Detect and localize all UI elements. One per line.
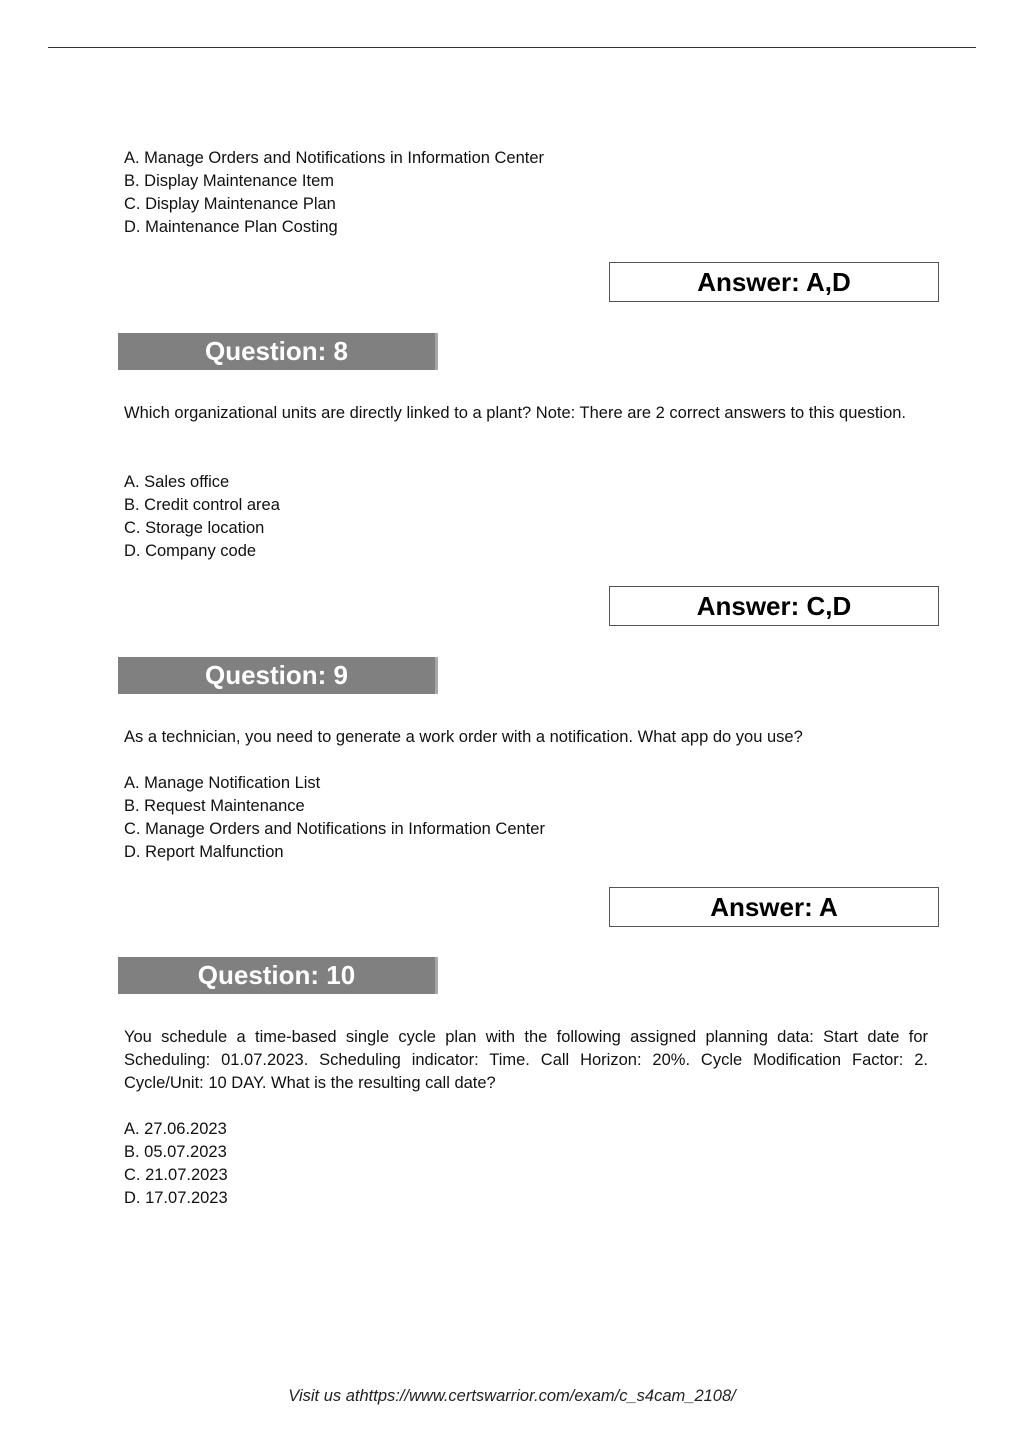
q9-question-text: As a technician, you need to generate a work order with a notification. What app do you use? [124,728,803,746]
q7-option-a: A. Manage Orders and Notifications in Information Center [124,149,545,167]
q7-option-b: B. Display Maintenance Item [124,172,335,190]
q9-option-a: A. Manage Notification List [124,774,321,792]
header-rule [48,47,976,48]
q7-option-c: C. Display Maintenance Plan [124,195,336,213]
q8-answer-box: Answer: C,D [609,586,939,626]
q8-option-b: B. Credit control area [124,496,280,514]
q10-title-banner: Question: 10 [118,957,438,994]
q9-option-d: D. Report Malfunction [124,843,284,861]
q10-option-c: C. 21.07.2023 [124,1166,228,1184]
q10-option-a: A. 27.06.2023 [124,1120,227,1138]
q10-option-b: B. 05.07.2023 [124,1143,227,1161]
q9-answer-box: Answer: A [609,887,939,927]
q8-question-text: Which organizational units are directly linked to a plant? Note: There are 2 correct answers to this question. [124,404,907,422]
q8-option-c: C. Storage location [124,519,265,537]
q7-answer-box: Answer: A,D [609,262,939,302]
q7-option-d: D. Maintenance Plan Costing [124,218,338,236]
q9-option-c: C. Manage Orders and Notifications in Information Center [124,820,545,838]
q9-option-b: B. Request Maintenance [124,797,305,815]
q9-title-banner: Question: 9 [118,657,438,694]
q8-title-banner: Question: 8 [118,333,438,370]
q8-option-a: A. Sales office [124,473,230,491]
q10-option-d: D. 17.07.2023 [124,1189,228,1207]
footer-link-text[interactable]: Visit us athttps://www.certswarrior.com/exam/c_s4cam_2108/ [288,1387,736,1405]
q10-question-text: You schedule a time-based single cycle plan with the following assigned planning data: Start date for Scheduling: 01.07.2023. Scheduling indicator: Time. Call Horizon: 20%. Cycle Modification Factor: 2. Cycle/Unit: 10 DAY. What is the resulting call date? [124,1028,928,1092]
q8-option-d: D. Company code [124,542,257,560]
